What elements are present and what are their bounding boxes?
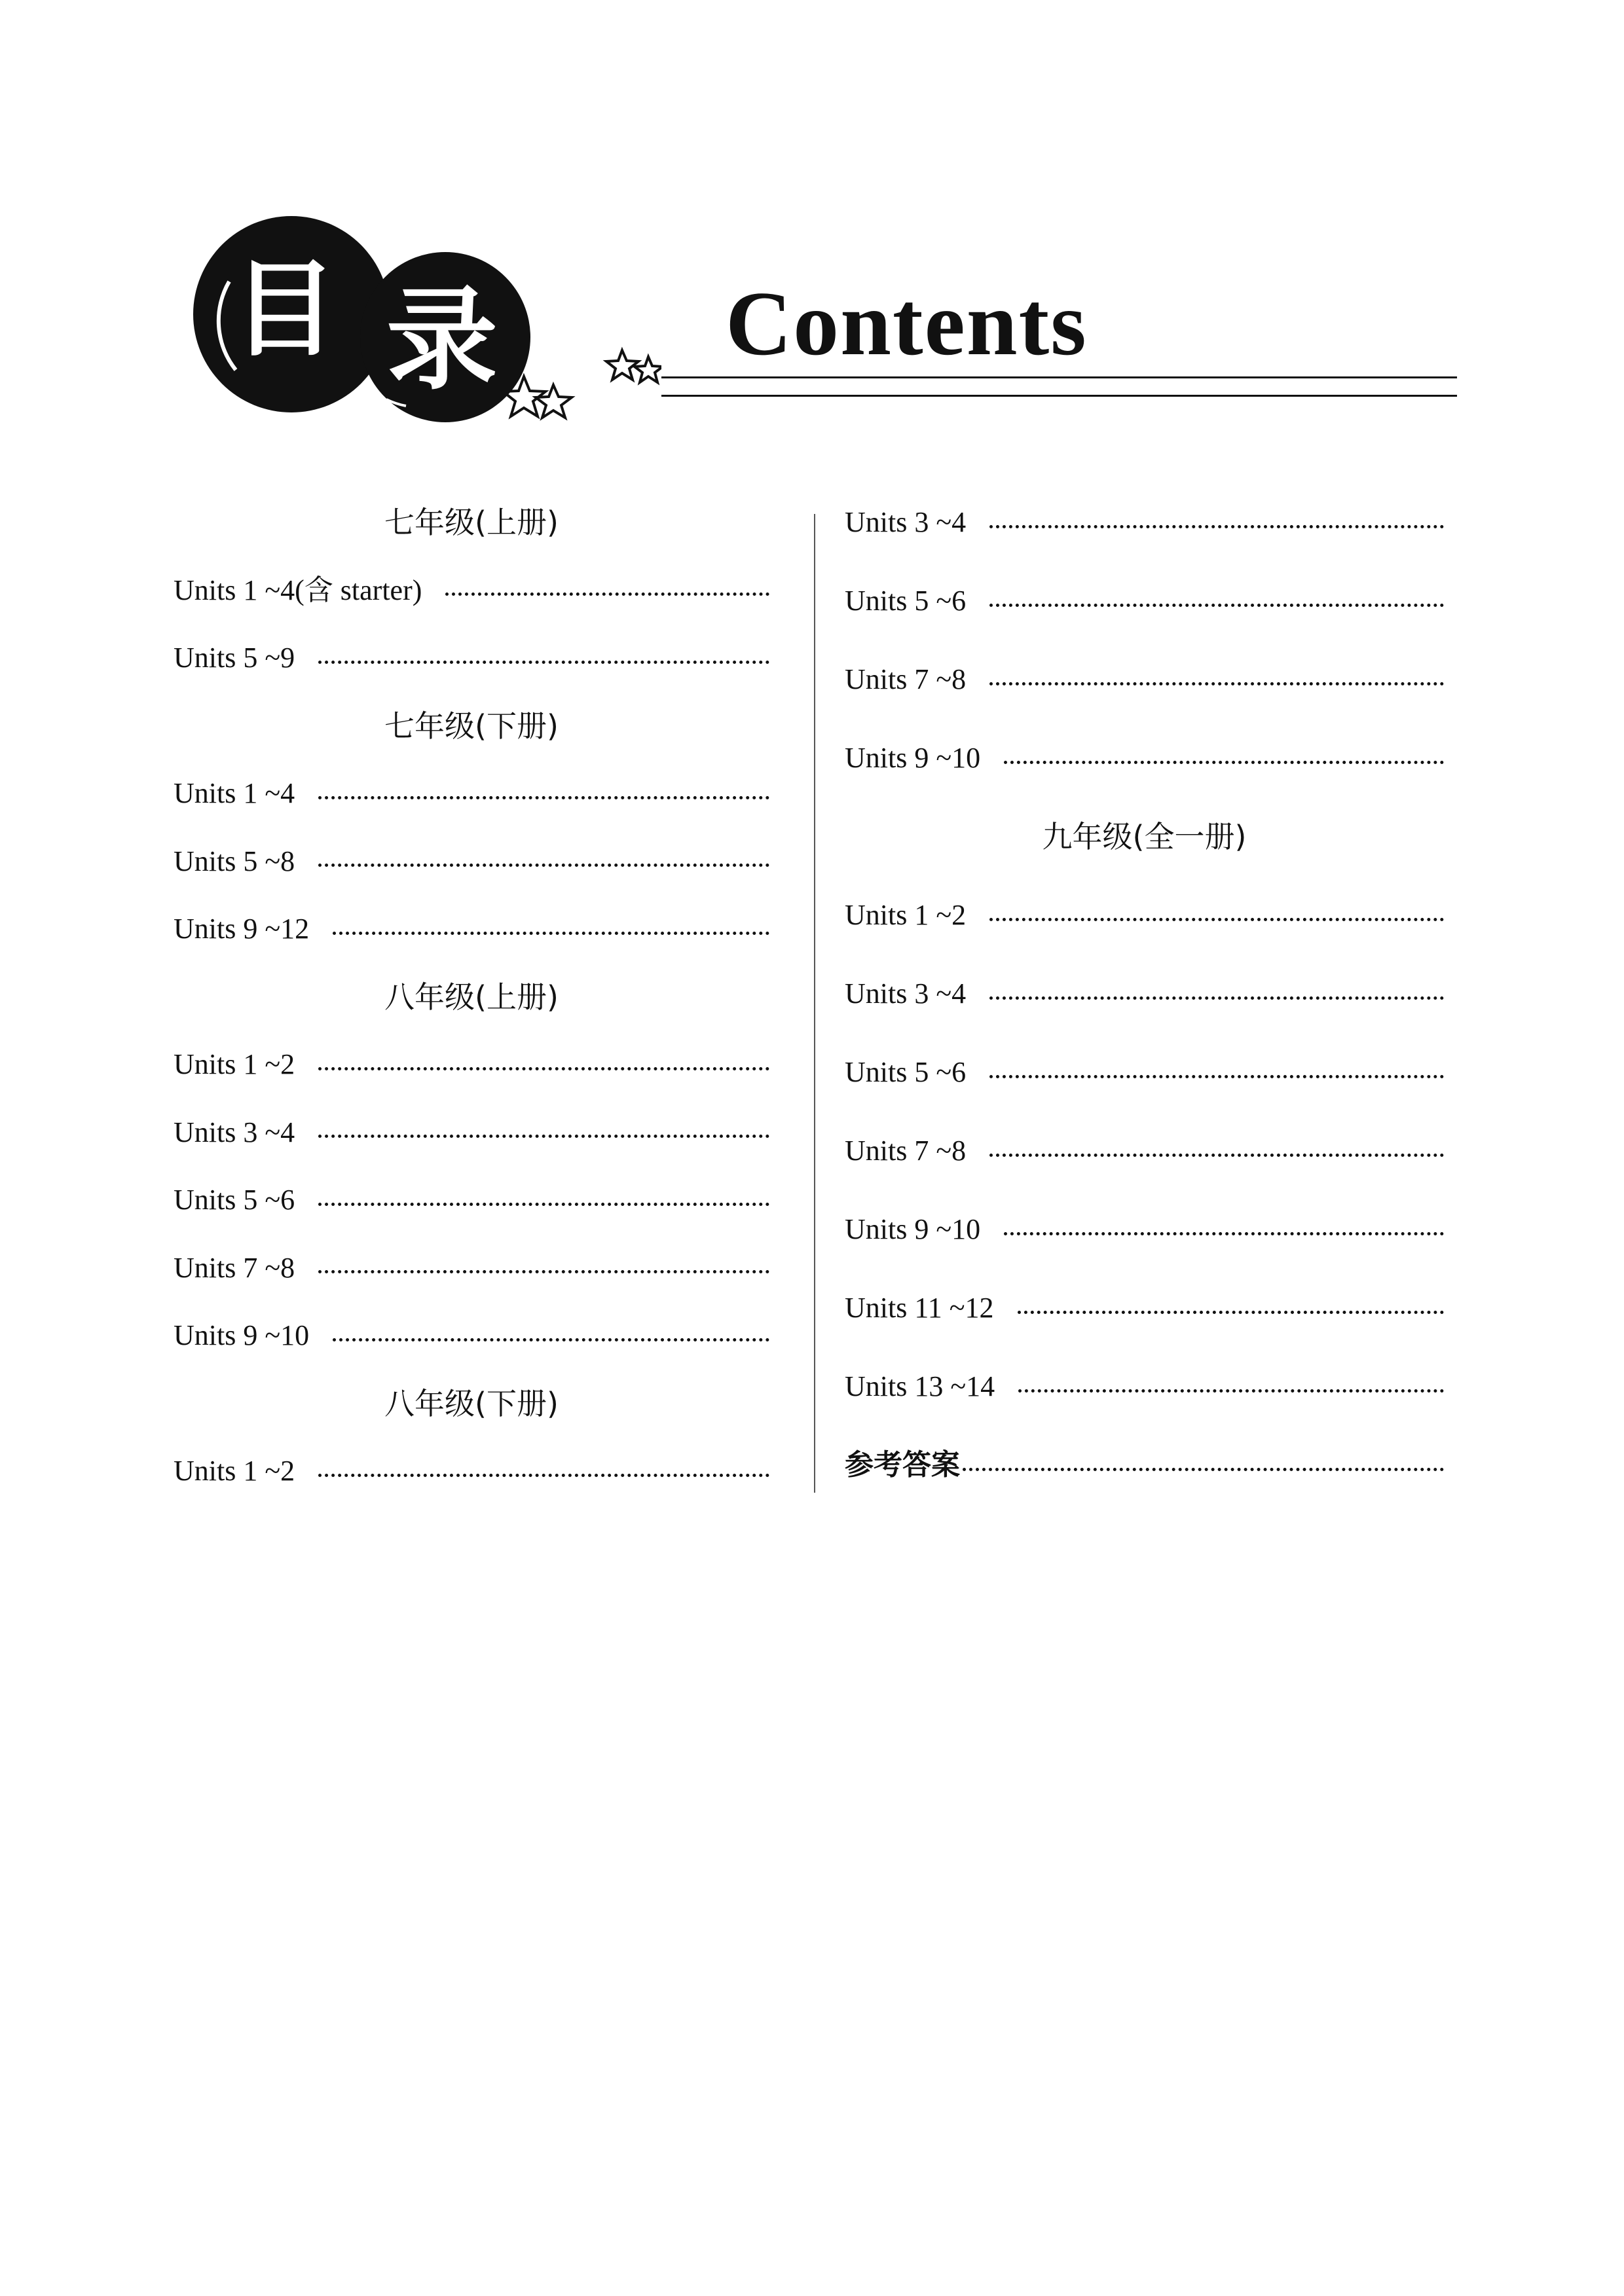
toc-entry-label: Units 1 ~2 (845, 899, 967, 931)
toc-entry[interactable] (845, 1368, 1444, 1405)
toc-entry-label: Units 1 ~4 (174, 777, 295, 809)
toc-entry-label: Units 5 ~6 (845, 1056, 967, 1088)
toc-entry-label: Units 9 ~10 (174, 1319, 310, 1351)
toc-entry-label: Units 5 ~6 (174, 1184, 295, 1216)
section-heading: 九年级(全一册) (1042, 819, 1247, 854)
toc-entry-label: 参考答案 (845, 1448, 960, 1482)
toc-entry[interactable] (845, 504, 1444, 541)
section-heading: 八年级(上册) (384, 979, 559, 1015)
dot-leader (989, 996, 1444, 1000)
dot-leader (989, 604, 1444, 607)
toc-entry[interactable] (174, 1453, 769, 1489)
dot-leader (318, 864, 769, 867)
dot-leader (333, 932, 769, 935)
dot-leader (963, 1468, 1444, 1471)
toc-entry-label: Units 1 ~4(含 starter) (174, 574, 422, 606)
dot-leader (318, 1474, 769, 1477)
logo-char-mu: 目 (232, 247, 338, 371)
column-divider (814, 514, 815, 1493)
toc-entry-label: Units 1 ~2 (174, 1048, 295, 1080)
logo-mulu (190, 203, 661, 426)
toc-entry[interactable] (845, 1054, 1444, 1091)
toc-entry[interactable] (174, 1182, 769, 1218)
toc-entry[interactable] (845, 1211, 1444, 1248)
toc-entry[interactable] (174, 572, 769, 609)
toc-entry-label: Units 7 ~8 (845, 1135, 967, 1167)
toc-entry-label: Units 1 ~2 (174, 1455, 295, 1487)
dot-leader (318, 661, 769, 664)
page-header (0, 0, 1624, 458)
dot-leader (318, 1270, 769, 1273)
dot-leader (989, 682, 1444, 685)
dot-leader (989, 1075, 1444, 1078)
dot-leader (989, 525, 1444, 528)
star-icon (536, 385, 572, 418)
star-icon (606, 350, 638, 380)
toc-entry[interactable] (174, 1250, 769, 1286)
dot-leader (318, 1135, 769, 1138)
toc-entry[interactable] (845, 740, 1444, 776)
logo-char-lu: 录 (386, 274, 498, 405)
dot-leader (1004, 761, 1444, 764)
toc-entry[interactable] (174, 1317, 769, 1354)
toc-entry[interactable] (845, 661, 1444, 698)
toc-entry-label: Units 3 ~4 (845, 977, 967, 1010)
toc-entry[interactable] (845, 1447, 1444, 1484)
toc-entry-label: Units 9 ~10 (845, 742, 981, 774)
dot-leader (318, 796, 769, 799)
toc-entry[interactable] (174, 1114, 769, 1151)
section-heading: 七年级(下册) (384, 708, 559, 744)
section-heading: 八年级(下册) (384, 1385, 559, 1421)
toc-entry[interactable] (174, 911, 769, 947)
toc-entry[interactable] (845, 1290, 1444, 1326)
toc-entry[interactable] (845, 583, 1444, 619)
toc-entry-label: Units 3 ~4 (845, 506, 967, 538)
toc-entry-label: Units 11 ~12 (845, 1292, 994, 1324)
dot-leader (989, 918, 1444, 921)
dot-leader (318, 1067, 769, 1070)
toc-entry-label: Units 9 ~10 (845, 1213, 981, 1245)
toc-entry[interactable] (845, 1133, 1444, 1169)
dot-leader (989, 1154, 1444, 1157)
dot-leader (318, 1203, 769, 1206)
section-heading: 七年级(上册) (384, 505, 559, 540)
toc-entry-label: Units 13 ~14 (845, 1370, 995, 1402)
dot-leader (333, 1338, 769, 1341)
dot-leader (1018, 1389, 1444, 1393)
toc-entry-label: Units 5 ~9 (174, 642, 295, 674)
page-title: Contents (726, 273, 1088, 374)
toc-entry[interactable] (174, 843, 769, 880)
toc-entry-label: Units 5 ~6 (845, 585, 967, 617)
toc-entry[interactable] (174, 640, 769, 676)
dot-leader (1004, 1232, 1444, 1235)
toc-entry-label: Units 7 ~8 (174, 1251, 295, 1284)
toc-entry-label: Units 5 ~8 (174, 845, 295, 877)
dot-leader (1018, 1311, 1444, 1314)
toc-entry[interactable] (174, 1046, 769, 1083)
title-underline (661, 376, 1457, 403)
toc-entry-label: Units 9 ~12 (174, 913, 310, 945)
toc-entry[interactable] (845, 897, 1444, 934)
dot-leader (445, 592, 769, 596)
toc-entry-label: Units 3 ~4 (174, 1116, 295, 1148)
toc-entry[interactable] (845, 975, 1444, 1012)
toc-entry-label: Units 7 ~8 (845, 663, 967, 695)
toc-entry[interactable] (174, 775, 769, 812)
